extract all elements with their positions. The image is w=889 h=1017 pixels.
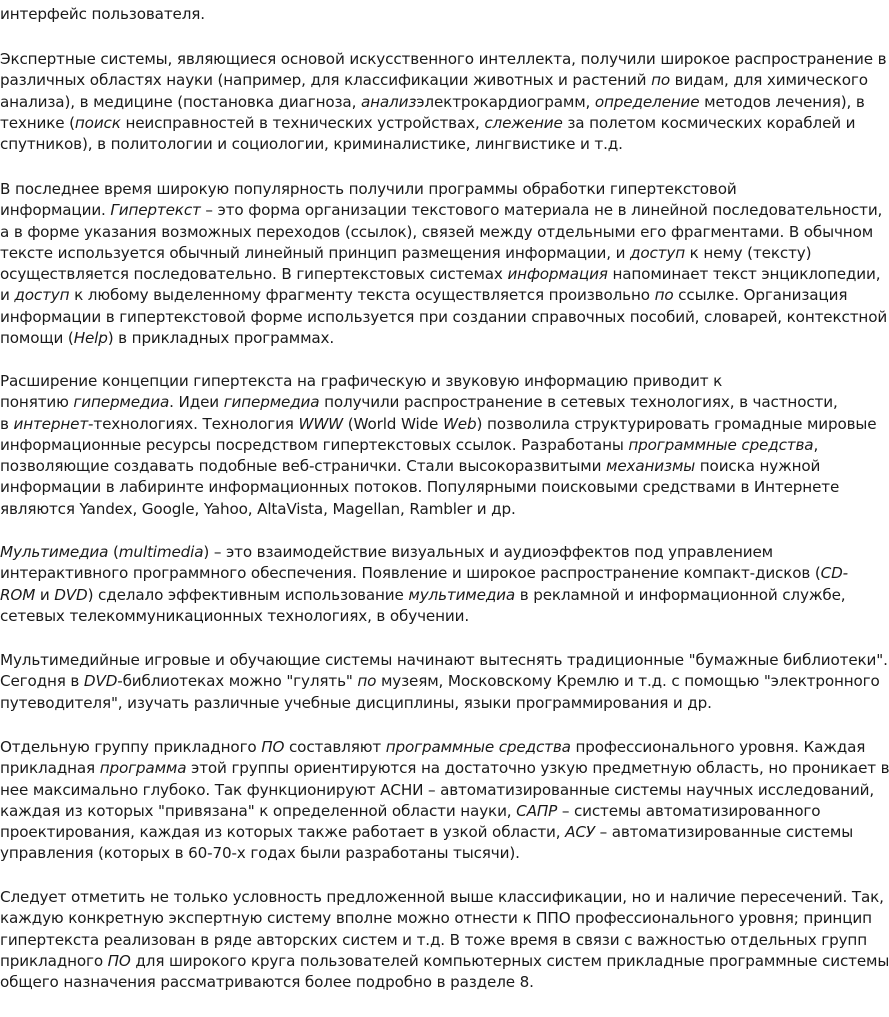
italic-term: по (651, 71, 670, 90)
italic-term: ROM (0, 585, 36, 604)
text-line (0, 285, 848, 306)
text-line (0, 585, 846, 606)
text-run: и (0, 286, 15, 305)
italic-term: DVD (83, 672, 118, 691)
text-run: интерфейс пользователя. (0, 5, 205, 23)
italic-term: интернет (13, 414, 89, 433)
text-line (0, 758, 889, 779)
text-line (0, 113, 856, 134)
text-run: нее максимально глубоко. Так функционируют АСНИ – автоматизированные системы научных исследований, (0, 780, 875, 799)
text-run: общего назначения рассматриваются более подробно в разделе 8. (0, 973, 534, 992)
text-run: сетевых телекоммуникационных технологиях, в обучении. (0, 606, 470, 625)
italic-term: поиск (74, 113, 121, 132)
text-run: этой группы ориентируются на достаточно узкую предметную область, но проникает в (186, 759, 889, 778)
text-run: ) – это взаимодействие визуальных и аудиоэффектов под управлением (203, 543, 773, 561)
italic-term: по (654, 286, 674, 305)
text-run: управления (которых в 60-70-х годах были разработаны тысячи). (0, 844, 520, 863)
italic-term: слежение (484, 113, 563, 132)
text-line (0, 972, 812, 993)
italic-term: multimedia (118, 543, 204, 561)
text-run: различных областях науки (например, для классификации животных и растений (0, 71, 652, 90)
italic-term: DVD (54, 585, 88, 604)
text-line (0, 179, 812, 200)
text-line (0, 908, 872, 929)
text-run: а в форме указания возможных переходов (ссылок), связей между отдельными его фрагментами. В обычном (0, 222, 874, 241)
text-run: за полетом космических кораблей и (562, 113, 856, 132)
text-run: -технологиях. Технология (88, 414, 299, 433)
paragraph-interface-tail (0, 4, 812, 25)
italic-term: Web (442, 414, 477, 433)
text-run: -библиотеках можно "гулять" (117, 672, 358, 691)
paragraph-multimedia-systems (0, 650, 888, 714)
text-run: для широкого круга пользователей компьютерных систем прикладные программные системы (130, 951, 889, 970)
text-run: информации в лабиринте информационных потоков. Популярными поисковыми средствами в Интернете (0, 478, 840, 497)
text-run: в (0, 414, 14, 433)
italic-term: механизмы (606, 457, 696, 476)
italic-term: ПО (261, 738, 285, 756)
text-run: и (35, 585, 55, 604)
text-line (0, 930, 867, 951)
italic-term: анализ (360, 92, 417, 111)
text-line (0, 563, 849, 584)
text-run: составляют (284, 738, 386, 756)
text-run: прикладная (0, 759, 100, 778)
italic-term: WWW (298, 414, 344, 433)
text-line (0, 887, 884, 908)
text-run: проектирования, каждая из которых также работает в узкой области, (0, 823, 566, 842)
text-line (0, 951, 889, 972)
italic-term: программа (99, 759, 187, 778)
text-run: интерактивного программного обеспечения. Появление и широкое распространение компакт-дисков ( (0, 564, 821, 583)
text-run: прикладного (0, 951, 108, 970)
text-line (0, 737, 866, 758)
italic-term: Мультимедиа (0, 543, 109, 561)
text-line (0, 693, 812, 714)
text-line (0, 780, 875, 801)
text-run: методов лечения), в (699, 92, 865, 111)
text-line (0, 650, 888, 671)
text-run: информации в гипертекстовой форме используется при создании справочных пособий, словарей, контекстной (0, 307, 888, 326)
text-run: позволяющие создавать подобные веб-странички. Стали высокоразвитыми (0, 457, 607, 476)
text-line (0, 477, 840, 498)
text-line (0, 222, 874, 243)
text-run: профессионального уровня. Каждая (570, 738, 866, 756)
italic-term: гипермедиа (73, 393, 170, 412)
text-line (0, 414, 877, 435)
text-run: в рекламной и информационной службе, (515, 585, 846, 604)
paragraph-hypermedia (0, 371, 877, 520)
text-line (0, 70, 868, 91)
text-run: ссылке. Организация (673, 286, 848, 305)
text-line (0, 4, 812, 25)
italic-term: определение (594, 92, 700, 111)
paragraph-multimedia (0, 542, 849, 627)
italic-term: САПР (516, 801, 558, 820)
text-run: информационные ресурсы посредством гипертекстовых ссылок. Разработаны (0, 435, 629, 454)
italic-term: мультимедиа (408, 585, 516, 604)
text-line (0, 371, 812, 392)
italic-term: Help (73, 329, 108, 348)
text-run: напоминает текст энциклопедии, (607, 265, 881, 284)
text-run: В последнее время широкую популярность получили программы обработки гипертекстовой (0, 180, 737, 198)
text-line (0, 243, 812, 264)
text-run: Экспертные системы, являющиеся основой искусственного интеллекта, получили широкое распространение в (0, 50, 887, 68)
text-run: получили распространение в сетевых технологиях, в частности, (319, 393, 838, 412)
italic-term: программные средства (385, 738, 571, 756)
text-run: видам, для химического (669, 71, 868, 90)
text-run: – это форма организации текстового материала не в линейной последовательности, (200, 201, 883, 220)
text-run: Расширение концепции гипертекста на графическую и звуковую информацию приводит к (0, 372, 723, 390)
text-run: каждую конкретную экспертную систему вполне можно отнести к ППО профессионального уровня; принцип (0, 909, 872, 928)
text-run: к любому выделенному фрагменту текста осуществляется произвольно (69, 286, 655, 305)
text-line (0, 328, 812, 349)
text-run: осуществляется последовательно. В гипертекстовых системах (0, 265, 508, 284)
text-line (0, 671, 880, 692)
text-line (0, 542, 812, 563)
text-line (0, 264, 881, 285)
text-run: Мультимедийные игровые и обучающие системы начинают вытеснять традиционные "бумажные библиотеки". (0, 651, 888, 669)
text-run: каждая из которых "привязана" к определенной области науки, (0, 801, 517, 820)
text-run: к нему (тексту) (685, 243, 812, 262)
text-run: технике ( (0, 113, 75, 132)
text-run: ) сделало эффективным использование (87, 585, 409, 604)
text-line (0, 307, 888, 328)
text-run: тексте используется обычный линейный принцип размещения информации, и (0, 243, 630, 262)
text-run: – системы автоматизированного (557, 801, 821, 820)
text-line (0, 822, 854, 843)
text-line (0, 49, 887, 70)
text-line (0, 134, 812, 155)
text-run: – автоматизированные системы (594, 823, 854, 842)
text-run: помощи ( (0, 329, 74, 348)
text-run: поиска нужной (695, 457, 821, 476)
text-run: неисправностей в технических устройствах, (120, 113, 485, 132)
text-line (0, 200, 883, 221)
italic-term: CD- (820, 564, 849, 583)
text-line (0, 435, 819, 456)
text-run: анализа), в медицине (постановка диагноза, (0, 92, 361, 111)
text-run: спутников), в политологии и социологии, криминалистике, лингвистике и т.д. (0, 135, 623, 154)
text-run: ) в прикладных программах. (107, 329, 335, 348)
italic-term: Гипертекст (110, 201, 201, 220)
italic-term: доступ (14, 286, 70, 305)
text-run: Следует отметить не только условность предложенной выше классификации, но и наличие пересечений. Так, (0, 888, 884, 906)
text-run: Сегодня в (0, 672, 84, 691)
italic-term: программные средства (628, 435, 814, 454)
text-run: понятию (0, 393, 74, 412)
text-run: , (813, 435, 819, 454)
text-run: путеводителя", изучать различные учебные дисциплины, языки программирования и др. (0, 693, 712, 712)
paragraph-professional-software (0, 737, 889, 865)
text-line (0, 843, 812, 864)
text-run: информации. (0, 201, 111, 220)
paragraph-hypertext (0, 179, 888, 349)
text-line (0, 801, 821, 822)
text-run: ) позволила структурировать громадные мировые (476, 414, 877, 433)
text-run: электрокардиограмм, (416, 92, 595, 111)
text-line (0, 606, 812, 627)
text-line (0, 456, 821, 477)
paragraph-conclusion (0, 887, 889, 993)
italic-term: гипермедиа (223, 393, 320, 412)
text-run: являются Yandex, Google, Yahoo, AltaVista, Magellan, Rambler и др. (0, 499, 516, 518)
text-line (0, 499, 812, 520)
text-run: ( (108, 543, 119, 561)
text-run: Отдельную группу прикладного (0, 738, 262, 756)
italic-term: информация (507, 265, 608, 284)
text-run: (World Wide (343, 414, 443, 433)
italic-term: АСУ (565, 823, 595, 842)
text-run: музеям, Московскому Кремлю и т.д. с помощью "электронного (376, 672, 880, 691)
text-run: гипертекста реализован в ряде авторских систем и т.д. В тоже время в связи с важностью отдельных групп (0, 930, 867, 949)
text-line (0, 392, 838, 413)
text-line (0, 92, 865, 113)
italic-term: доступ (629, 243, 685, 262)
italic-term: ПО (107, 951, 131, 970)
paragraph-expert-systems (0, 49, 887, 155)
text-run: . Идеи (169, 393, 224, 412)
italic-term: по (357, 672, 377, 691)
